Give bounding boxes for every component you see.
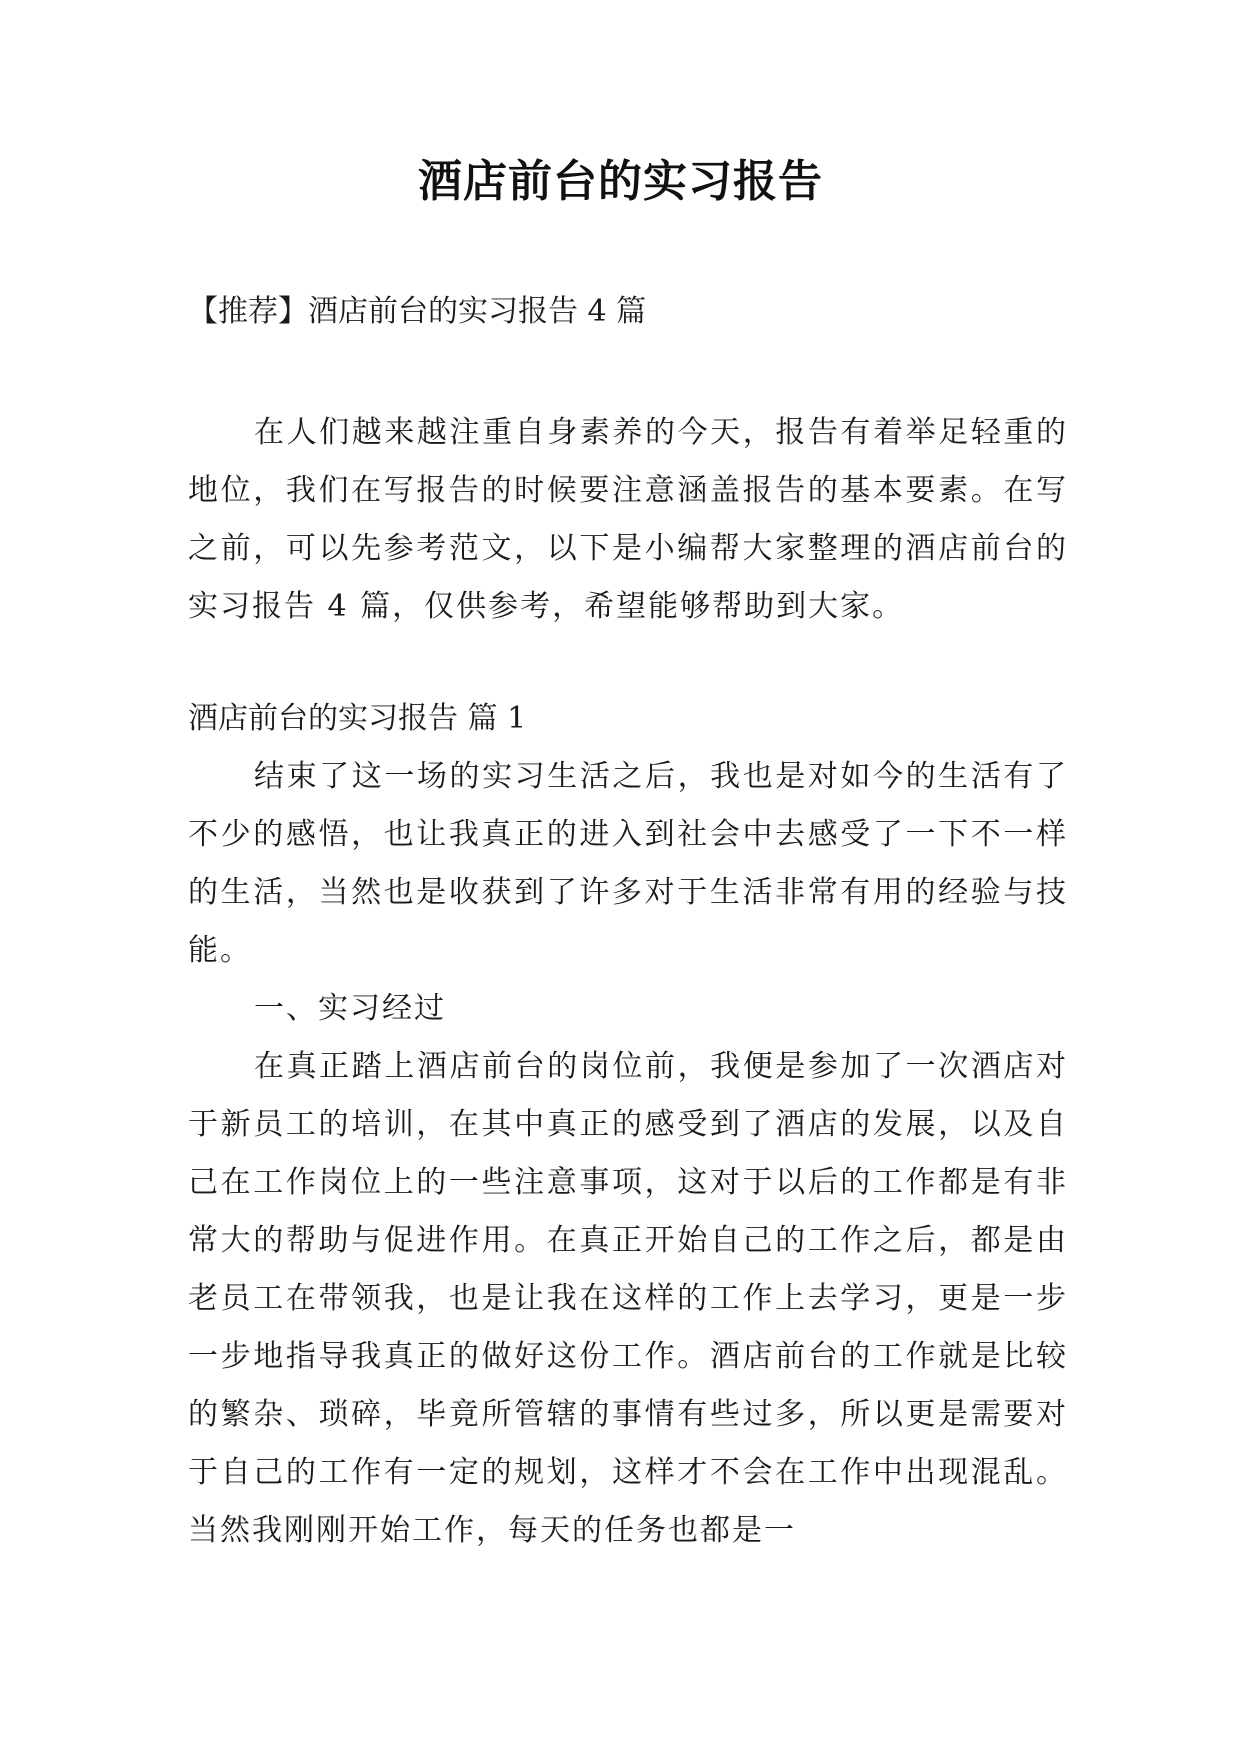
section-heading: 酒店前台的实习报告 篇 1: [188, 701, 527, 736]
body-paragraph: 在真正踏上酒店前台的岗位前，我便是参加了一次酒店对于新员工的培训，在其中真正的感受到了酒店的发展，以及自己在工作岗位上的一些注意事项，这对于以后的工作都是有非常大的帮助与促进作用。在真正开始自己的工作之后，都是由老员工在带领我，也是让我在这样的工作上去学习，更是一步一步地指导我真正的做好这份工作。酒店前台的工作就是比较的繁杂、琐碎，毕竟所管辖的事情有些过多，所以更是需要对于自己的工作有一定的规划，这样才不会在工作中出现混乱。当然我刚刚开始工作，每天的任务也都是一: [188, 1049, 1068, 1548]
intro-paragraph: 在人们越来越注重自身素养的今天，报告有着举足轻重的地位，我们在写报告的时候要注意涵盖报告的基本要素。在写之前，可以先参考范文，以下是小编帮大家整理的酒店前台的实习报告 4 篇，仅供参考，希望能够帮助到大家。: [188, 415, 1068, 624]
section-body: [188, 748, 1068, 1560]
intro-section: [188, 404, 1068, 636]
subsection-heading: 一、实习经过: [254, 991, 446, 1026]
body-paragraph: 结束了这一场的实习生活之后，我也是对如今的生活有了不少的感悟，也让我真正的进入到社会中去感受了一下不一样的生活，当然也是收获到了许多对于生活非常有用的经验与技能。: [188, 759, 1068, 968]
document-title: 酒店前台的实习报告: [418, 156, 823, 207]
recommend-line: 【推荐】酒店前台的实习报告 4 篇: [188, 294, 647, 329]
